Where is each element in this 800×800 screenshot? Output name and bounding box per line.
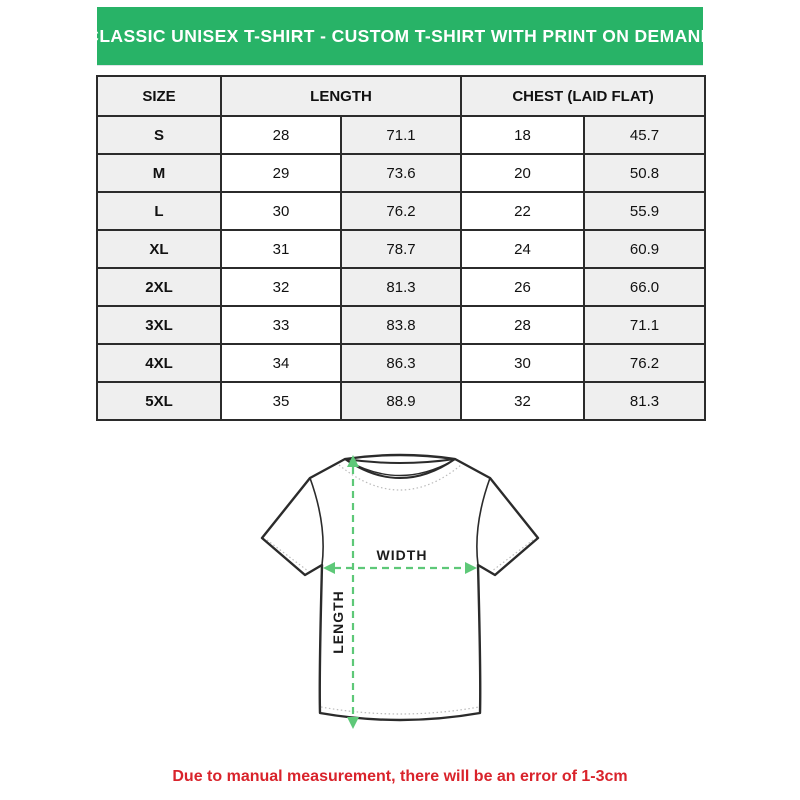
table-row [97,268,705,306]
length-in: 31 [221,230,341,268]
chest-in: 18 [461,116,584,154]
length-in: 30 [221,192,341,230]
title-banner [86,7,714,66]
chest-in: 32 [461,382,584,420]
chest-cm: 71.1 [584,306,705,344]
chest-in: 30 [461,344,584,382]
measurement-disclaimer: Due to manual measurement, there will be an error of 1-3cm [172,768,628,785]
chest-cm: 76.2 [584,344,705,382]
width-label: WIDTH [376,547,428,563]
length-in: 29 [221,154,341,192]
size-label: 2XL [97,268,221,306]
length-arrowhead-bottom [347,717,359,729]
length-label: LENGTH [330,590,346,654]
length-cm: 78.7 [341,230,461,268]
header-length: LENGTH [221,76,461,116]
table-row [97,230,705,268]
length-cm: 86.3 [341,344,461,382]
chest-in: 20 [461,154,584,192]
size-label: XL [97,230,221,268]
size-label: S [97,116,221,154]
length-cm: 71.1 [341,116,461,154]
table-row [97,344,705,382]
chest-cm: 45.7 [584,116,705,154]
table-row [97,192,705,230]
chest-cm: 60.9 [584,230,705,268]
page-title: CLASSIC UNISEX T-SHIRT - CUSTOM T-SHIRT WITH PRINT ON DEMAND [86,25,714,46]
length-in: 28 [221,116,341,154]
length-cm: 83.8 [341,306,461,344]
size-label: 5XL [97,382,221,420]
table-row [97,116,705,154]
size-table [96,75,706,421]
length-in: 34 [221,344,341,382]
length-in: 32 [221,268,341,306]
header-chest: CHEST (LAID FLAT) [461,76,705,116]
size-label: M [97,154,221,192]
chest-cm: 66.0 [584,268,705,306]
chest-in: 22 [461,192,584,230]
length-cm: 88.9 [341,382,461,420]
chest-cm: 81.3 [584,382,705,420]
table-header-row [97,76,705,116]
table-row [97,382,705,420]
length-in: 35 [221,382,341,420]
size-label: 4XL [97,344,221,382]
chest-in: 26 [461,268,584,306]
table-row [97,306,705,344]
chest-cm: 50.8 [584,154,705,192]
length-in: 33 [221,306,341,344]
size-label: 3XL [97,306,221,344]
length-cm: 73.6 [341,154,461,192]
tshirt-outline [262,455,538,720]
length-cm: 76.2 [341,192,461,230]
chest-cm: 55.9 [584,192,705,230]
tshirt-measurement-diagram [250,445,550,745]
length-cm: 81.3 [341,268,461,306]
size-label: L [97,192,221,230]
chest-in: 24 [461,230,584,268]
header-size: SIZE [97,76,221,116]
chest-in: 28 [461,306,584,344]
table-row [97,154,705,192]
